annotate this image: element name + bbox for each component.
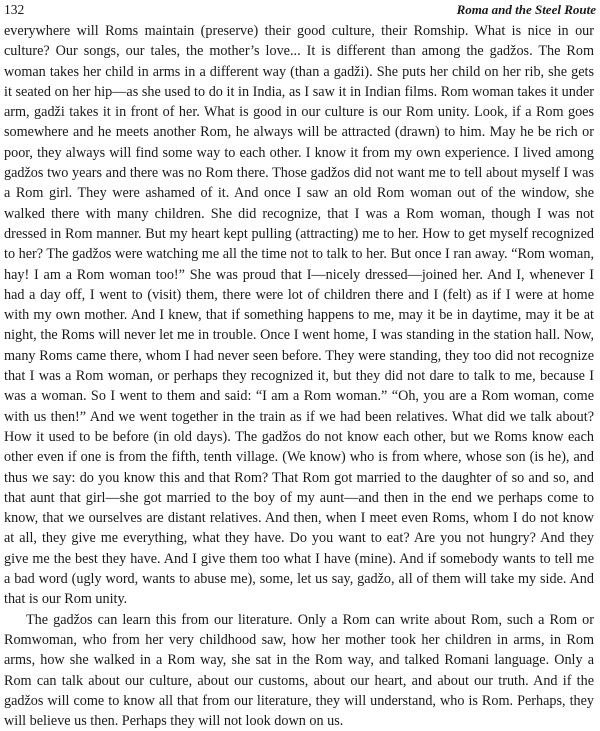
running-head: Roma and the Steel Route (456, 2, 596, 17)
page-number: 132 (4, 2, 25, 17)
paragraph-1: everywhere will Roms maintain (preserve) their good culture, their Romship. What is nice in our culture? Our songs, our tales, the mother’s love... It is different than among the gadžos. The Rom woman takes her child in arms in a different way (than a gadži). She puts her child on her rib, she gets it seated on her hip—as she used to do it in India, as I saw it in Indian films. Rom woman takes it under arm, gadži takes it in front of her. What is good in our culture is our Rom unity. Look, if a Rom goes somewhere and he meets another Rom, he always will be attracted (drawn) to him. May he be rich or poor, they always will find some way to each other. I know it from my own experience. I lived among gadžos two years and there was no Rom there. Those gadžos did not want me to tell about myself I was a Rom girl. They were ashamed of it. And once I saw an old Rom woman out of the window, she walked there with many children. She did recognize, that I was a Rom woman, though I was not dressed in Rom manner. But my heart kept pulling (attracting) me to her. How to get myself recognized to her? The gadžos were watching me all the time not to talk to her. But once I ran away. “Rom woman, hay! I am a Rom woman too!” She was proud that I—nicely dressed—joined her. And I, whenever I had a day off, I went to (visit) them, there were lot of children there and I (felt) as if I were at home with my own mother. And I knew, that if something happens to me, may it be in daytime, may it be at night, the Roms will never let me in trouble. Once I went home, I was standing in the station hall. Now, many Roms came there, whom I had never seen before. They were standing, they too did not recognize that I was a Rom woman, or perhaps they recognized it, but they did not dare to talk to me, because I was a woman. So I went to them and said: “I am a Rom woman.” “Oh, you are a Rom woman, come with us then!” And we went together in the train as if we had been relatives. What did we talk about? How it used to be before (in old days). The gadžos do not know each other, but we Roms know each other even if one is from the fifth, tenth village. (We know) who is from where, whose son (is he), and thus we say: do you know this and that Rom? That Rom got married to the daughter of so and so, and that aunt that girl—she got married to the boy of my aunt—and then in the end we perhaps come to know, that we ourselves are distant relatives. And then, when I meet even Roms, whom I do not know at all, they give me everything, what they have. Do you want to eat? Are you not hungry? And they give me the best they have. And I give them too what I have (mine). And if somebody wants to tell me a bad word (ugly word, wants to abuse me), some, let us say, gadžo, all of them will take my side. And that is our Rom unity. (4, 23, 594, 608)
page-header (4, 2, 596, 22)
body-text (4, 21, 594, 731)
paragraph-2: The gadžos can learn this from our literature. Only a Rom can write about Rom, such a Rom or Romwoman, who from her very childhood saw, how her mother took her children in arms, in Rom arms, how she walked in a Rom way, she sat in the Rom way, and talked Romani language. Only a Rom can talk about our culture, about our customs, about our heart, and about our truth. And if the gadžos will come to know all that from our literature, they will understand, who is Rom. Perhaps, they will believe us then. Perhaps they will not look down on us. (4, 611, 594, 730)
